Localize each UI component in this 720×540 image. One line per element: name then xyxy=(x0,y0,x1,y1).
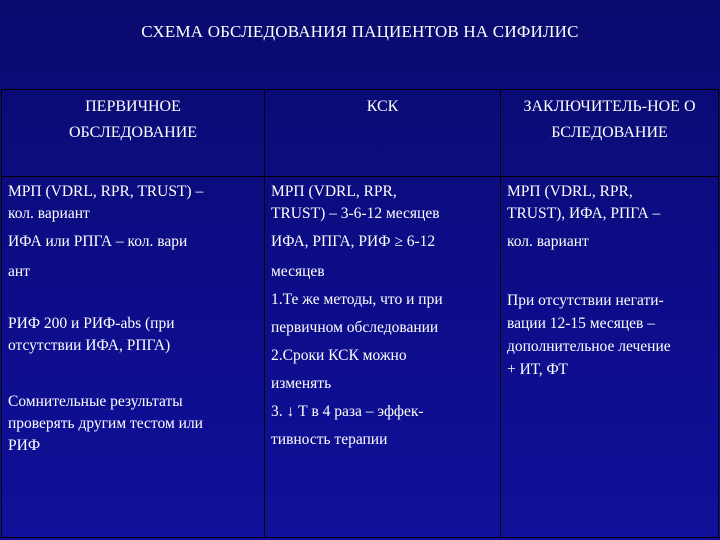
text-line: + ИТ, ФТ xyxy=(507,361,568,378)
text-line: 2.Сроки КСК можно xyxy=(271,347,407,364)
text-line: кол. вариант xyxy=(507,233,589,250)
text-line: вации 12-15 месяцев – xyxy=(507,315,655,332)
text-line: TRUST), ИФА, РПГА – xyxy=(507,205,661,222)
text-line: РИФ 200 и РИФ-abs (при xyxy=(8,315,175,332)
header-primary-examination xyxy=(2,90,265,177)
text-line: ИФА, РПГА, РИФ ≥ 6-12 xyxy=(271,233,436,250)
examination-scheme-table xyxy=(1,89,719,538)
text-line: МРП (VDRL, RPR, xyxy=(507,183,633,200)
text-line: дополнительное лечение xyxy=(507,338,671,355)
text-line: TRUST) – 3-6-12 месяцев xyxy=(271,205,440,222)
text-line: ант xyxy=(8,263,30,280)
header-final-examination xyxy=(501,90,719,177)
final-examination-cell xyxy=(501,177,719,538)
header-primary-label: ПЕРВИЧНОЕ ОБСЛЕДОВАНИЕ xyxy=(68,98,198,141)
text-line: тивность терапии xyxy=(271,431,388,448)
text-line: отсутствии ИФА, РПГА) xyxy=(8,337,171,354)
text-line: РИФ xyxy=(8,437,41,454)
text-line: проверять другим тестом или xyxy=(8,415,203,432)
text-line: ИФА или РПГА – кол. вари xyxy=(8,233,188,250)
text-line: первичном обследовании xyxy=(271,319,439,336)
text-line: 1.Те же методы, что и при xyxy=(271,291,443,308)
text-line: 3. ↓ Т в 4 раза – эффек- xyxy=(271,403,424,420)
text-line: МРП (VDRL, RPR, TRUST) – xyxy=(8,183,204,200)
header-ksk-label: КСК xyxy=(366,98,399,115)
table-header-row xyxy=(2,90,719,177)
header-ksk xyxy=(265,90,501,177)
text-line: МРП (VDRL, RPR, xyxy=(271,183,397,200)
slide-title: СХЕМА ОБСЛЕДОВАНИЯ ПАЦИЕНТОВ НА СИФИЛИС xyxy=(141,22,579,41)
primary-examination-cell xyxy=(2,177,265,538)
text-line: Сомнительные результаты xyxy=(8,393,183,410)
text-line: кол. вариант xyxy=(8,205,90,222)
table-body-row xyxy=(2,177,719,538)
text-line: При отсутствии негати- xyxy=(507,292,664,309)
ksk-cell xyxy=(265,177,501,538)
header-final-label: ЗАКЛЮЧИТЕЛЬ-НОЕ ОБСЛЕДОВАНИЕ xyxy=(523,98,696,141)
text-line: месяцев xyxy=(271,263,325,280)
text-line: изменять xyxy=(271,375,332,392)
